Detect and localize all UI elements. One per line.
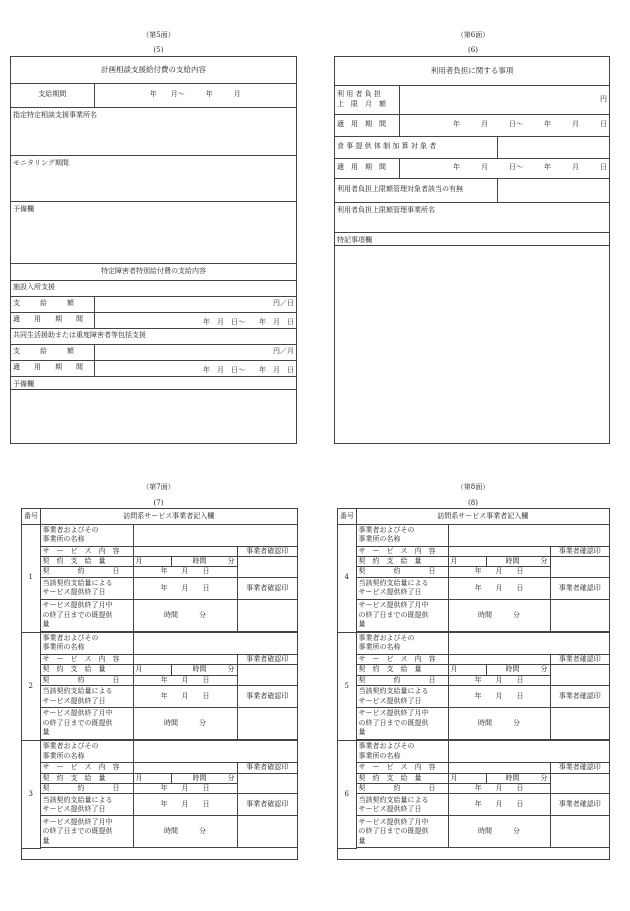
service-content-value xyxy=(448,654,550,664)
hours-label: 時間 xyxy=(505,773,520,782)
end-date-label-2: サービス提供終了日 xyxy=(358,804,422,813)
contract-date-label: 契 約 日 xyxy=(356,784,448,794)
contract-date-value: 年 月 日 xyxy=(133,567,237,577)
period-value: 年 月～ 年 月 xyxy=(94,83,296,107)
service-content-value xyxy=(133,763,237,773)
entry-number: 6 xyxy=(338,741,356,849)
section-title: 利用者負担に関する事項 xyxy=(335,57,609,85)
used-amount-value xyxy=(448,599,550,631)
used-amount-label-3: 量 xyxy=(358,620,366,629)
end-date-value: 年 月 日 xyxy=(448,686,550,708)
end-date-label xyxy=(356,577,448,599)
contract-date-label: 契 約 日 xyxy=(356,675,448,685)
used-amount-label xyxy=(40,708,133,740)
office-name-label xyxy=(356,741,448,763)
burden-cap-unit: 円 xyxy=(399,85,609,114)
used-amount-label-1: サービス提供終了月中 xyxy=(358,709,429,718)
contract-date-value: 年 月 日 xyxy=(133,784,237,794)
confirm-seal-label: 事業者確認印 xyxy=(237,763,297,773)
service-content-label: サ ー ビ ス 内 容 xyxy=(356,763,448,773)
minutes-label: 分 xyxy=(540,773,548,782)
cap-management-office-label: 利用者負担上限額管理事業所名 xyxy=(335,202,609,232)
service-content-value xyxy=(448,546,550,556)
hours-label: 時間 xyxy=(478,718,492,727)
blank-cell xyxy=(237,599,297,631)
used-amount-label-2: の終了日までの既提供 xyxy=(42,718,113,727)
office-name-label xyxy=(40,632,133,654)
used-amount-label-3: 量 xyxy=(42,728,50,737)
service-content-label: サ ー ビ ス 内 容 xyxy=(40,654,133,664)
form-page-6 xyxy=(334,56,610,444)
apply-period-value-2: 年 月 日～ 年 月 日 xyxy=(399,158,609,178)
page-number: (6) xyxy=(468,46,478,54)
confirm-seal-label: 事業者確認印 xyxy=(237,577,297,599)
contract-amount-time xyxy=(171,665,237,675)
used-amount-label-2: の終了日までの既提供 xyxy=(42,827,113,836)
confirm-seal-label: 事業者確認印 xyxy=(550,546,609,556)
used-amount-label-2: の終了日までの既提供 xyxy=(358,718,429,727)
section-title: 計画相談支援給付費の支給内容 xyxy=(11,57,296,83)
hours-label: 時間 xyxy=(192,665,207,674)
office-name-label xyxy=(356,524,448,546)
apply-period-label-2: 適 用 期 間 xyxy=(335,158,399,178)
hours-label: 時間 xyxy=(164,827,178,836)
office-name-label-2: 事業所の名称 xyxy=(42,643,85,652)
blank-cell xyxy=(550,708,609,740)
office-name-value xyxy=(448,741,609,763)
end-date-label-1: 当該契約支給量による xyxy=(358,578,429,587)
used-amount-value xyxy=(133,599,237,631)
minutes-label: 分 xyxy=(199,718,206,727)
notes-label: 特記事項欄 xyxy=(335,232,609,245)
entry-number: 1 xyxy=(22,524,40,632)
blank-cell xyxy=(550,599,609,631)
office-name-value xyxy=(133,741,297,763)
contract-date-value: 年 月 日 xyxy=(448,567,550,577)
form-page-5 xyxy=(10,56,297,444)
special-benefit-title: 特定障害者特別給付費の支給内容 xyxy=(11,263,296,280)
used-amount-value xyxy=(133,708,237,740)
end-date-label-2: サービス提供終了日 xyxy=(42,696,106,705)
end-date-label xyxy=(356,794,448,816)
used-amount-label-3: 量 xyxy=(42,620,50,629)
office-name-label-1: 事業者およびその xyxy=(358,525,415,534)
hours-label: 時間 xyxy=(505,665,520,674)
page-label: （第6面） xyxy=(456,31,490,39)
office-name-label-2: 事業所の名称 xyxy=(42,751,85,760)
contract-date-label: 契 約 日 xyxy=(40,675,133,685)
used-amount-label-2: の終了日までの既提供 xyxy=(358,827,429,836)
office-name-label-1: 事業者およびその xyxy=(42,525,99,534)
cap-management-label: 利用者負担上限額管理対象者該当の有無 xyxy=(335,178,497,202)
end-date-label xyxy=(40,794,133,816)
confirm-seal-label: 事業者確認印 xyxy=(550,686,609,708)
burden-cap-label-1: 利 用 者 負 担 xyxy=(337,90,381,99)
apply-period-value: 年 月 日～ 年 月 日 xyxy=(94,360,296,376)
end-date-label-1: 当該契約支給量による xyxy=(42,687,113,696)
office-name-value xyxy=(133,632,297,654)
service-content-value xyxy=(133,654,237,664)
hours-label: 時間 xyxy=(192,773,207,782)
end-date-label-1: 当該契約支給量による xyxy=(358,687,429,696)
office-name-label xyxy=(356,632,448,654)
confirm-seal-label: 事業者確認印 xyxy=(237,546,297,556)
end-date-value: 年 月 日 xyxy=(133,577,237,599)
group-home-label: 共同生活援助または重度障害者等包括支援 xyxy=(11,328,296,344)
confirm-seal-box xyxy=(550,556,609,577)
used-amount-label-2: の終了日までの既提供 xyxy=(358,610,429,619)
contract-date-value: 年 月 日 xyxy=(448,675,550,685)
confirm-seal-box xyxy=(550,665,609,686)
office-name-label-1: 事業者およびその xyxy=(358,633,415,642)
blank-cell xyxy=(550,816,609,848)
office-name-label xyxy=(40,741,133,763)
confirm-seal-box xyxy=(237,556,297,577)
used-amount-label-1: サービス提供終了月中 xyxy=(358,601,429,610)
visit-section-title: 訪問系サービス事業者記入欄 xyxy=(356,509,609,524)
confirm-seal-box xyxy=(550,773,609,794)
minutes-label: 分 xyxy=(227,556,235,565)
service-content-label: サ ー ビ ス 内 容 xyxy=(356,654,448,664)
blank-cell xyxy=(237,708,297,740)
used-amount-value xyxy=(448,816,550,848)
service-content-label: サ ー ビ ス 内 容 xyxy=(40,763,133,773)
reserve-label: 予備欄 xyxy=(11,201,296,263)
facility-label: 施設入所支援 xyxy=(11,280,296,296)
contract-amount-label: 契 約 支 給 量 xyxy=(356,665,448,675)
amount-unit-month: 円／月 xyxy=(94,344,296,360)
period-label: 支給期間 xyxy=(11,83,94,107)
used-amount-label-3: 量 xyxy=(358,836,366,845)
contract-amount-label: 契 約 支 給 量 xyxy=(356,556,448,566)
used-amount-value xyxy=(448,708,550,740)
month-prefix: 月 xyxy=(448,556,486,566)
used-amount-label xyxy=(356,708,448,740)
used-amount-label-2: の終了日までの既提供 xyxy=(42,610,113,619)
confirm-seal-box xyxy=(237,665,297,686)
used-amount-label-1: サービス提供終了月中 xyxy=(358,817,429,826)
page-number: (8) xyxy=(468,499,478,507)
hours-label: 時間 xyxy=(164,610,178,619)
minutes-label: 分 xyxy=(199,827,206,836)
confirm-seal-label: 事業者確認印 xyxy=(237,794,297,816)
used-amount-label-3: 量 xyxy=(358,728,366,737)
confirm-seal-label: 事業者確認印 xyxy=(550,794,609,816)
hours-label: 時間 xyxy=(505,556,520,565)
form-page-7 xyxy=(21,508,298,860)
end-date-label-2: サービス提供終了日 xyxy=(358,588,422,597)
used-amount-label xyxy=(356,816,448,848)
end-date-value: 年 月 日 xyxy=(133,794,237,816)
contract-amount-label: 契 約 支 給 量 xyxy=(40,773,133,783)
used-amount-label-3: 量 xyxy=(42,836,50,845)
cap-management-value xyxy=(497,178,609,202)
apply-period-label: 適 用 期 間 xyxy=(11,312,94,328)
amount-label: 支 給 額 xyxy=(11,344,94,360)
contract-amount-time xyxy=(486,556,550,566)
blank-cell xyxy=(237,816,297,848)
office-name-label-1: 事業者およびその xyxy=(358,742,415,751)
used-amount-label xyxy=(356,599,448,631)
service-content-label: サ ー ビ ス 内 容 xyxy=(40,546,133,556)
apply-period-label: 適 用 期 間 xyxy=(335,114,399,136)
end-date-value: 年 月 日 xyxy=(448,794,550,816)
contract-amount-time xyxy=(171,773,237,783)
contract-date-label: 契 約 日 xyxy=(356,567,448,577)
office-name-label-2: 事業所の名称 xyxy=(358,751,401,760)
monitoring-label: モニタリング期間 xyxy=(11,155,296,201)
end-date-label-1: 当該契約支給量による xyxy=(42,795,113,804)
end-date-label-1: 当該契約支給量による xyxy=(42,578,113,587)
confirm-seal-label: 事業者確認印 xyxy=(237,654,297,664)
amount-label: 支 給 額 xyxy=(11,296,94,312)
designated-office-label: 指定特定相談支援事業所名 xyxy=(11,107,296,155)
office-name-label-1: 事業者およびその xyxy=(42,742,99,751)
contract-amount-time xyxy=(486,773,550,783)
confirm-seal-box xyxy=(237,773,297,794)
minutes-label: 分 xyxy=(513,610,520,619)
end-date-label xyxy=(40,686,133,708)
end-date-label-2: サービス提供終了日 xyxy=(42,588,106,597)
hours-label: 時間 xyxy=(164,718,178,727)
page-label: （第5面） xyxy=(142,31,175,39)
office-name-value xyxy=(448,632,609,654)
office-name-label-2: 事業所の名称 xyxy=(358,643,401,652)
used-amount-value xyxy=(133,816,237,848)
confirm-seal-label: 事業者確認印 xyxy=(550,763,609,773)
end-date-label xyxy=(40,577,133,599)
minutes-label: 分 xyxy=(513,827,520,836)
minutes-label: 分 xyxy=(227,773,235,782)
form-page-8 xyxy=(337,508,610,860)
minutes-label: 分 xyxy=(199,610,206,619)
month-prefix: 月 xyxy=(133,665,171,675)
hours-label: 時間 xyxy=(478,827,492,836)
minutes-label: 分 xyxy=(227,665,235,674)
office-name-label-2: 事業所の名称 xyxy=(358,535,401,543)
service-content-label: サ ー ビ ス 内 容 xyxy=(356,546,448,556)
burden-cap-label-2: 上 限 月 額 xyxy=(337,99,386,108)
office-name-value xyxy=(448,524,609,546)
meal-addition-value xyxy=(497,136,609,158)
confirm-seal-label: 事業者確認印 xyxy=(550,654,609,664)
used-amount-label xyxy=(40,599,133,631)
apply-period-value: 年 月 日～ 年 月 日 xyxy=(399,114,609,136)
contract-date-label: 契 約 日 xyxy=(40,567,133,577)
minutes-label: 分 xyxy=(513,718,520,727)
contract-amount-time xyxy=(171,556,237,566)
contract-date-label: 契 約 日 xyxy=(40,784,133,794)
entry-number: 4 xyxy=(338,524,356,632)
contract-amount-time xyxy=(486,665,550,675)
used-amount-label-1: サービス提供終了月中 xyxy=(42,709,113,718)
service-content-value xyxy=(448,763,550,773)
amount-unit-day: 円／日 xyxy=(94,296,296,312)
page-number: (5) xyxy=(153,46,164,54)
service-content-value xyxy=(133,546,237,556)
page-label: （第8面） xyxy=(456,483,490,491)
office-name-value xyxy=(133,524,297,546)
minutes-label: 分 xyxy=(540,556,548,565)
used-amount-label xyxy=(40,816,133,848)
office-name-label-1: 事業者およびその xyxy=(42,633,99,642)
month-prefix: 月 xyxy=(133,556,171,566)
end-date-value: 年 月 日 xyxy=(133,686,237,708)
page-number: (7) xyxy=(153,499,164,507)
month-prefix: 月 xyxy=(448,665,486,675)
end-date-label-1: 当該契約支給量による xyxy=(358,795,429,804)
hours-label: 時間 xyxy=(192,556,207,565)
apply-period-value: 年 月 日～ 年 月 日 xyxy=(94,312,296,328)
confirm-seal-label: 事業者確認印 xyxy=(550,577,609,599)
number-header: 番号 xyxy=(22,509,40,524)
hours-label: 時間 xyxy=(478,610,492,619)
contract-date-value: 年 月 日 xyxy=(133,675,237,685)
contract-amount-label: 契 約 支 給 量 xyxy=(40,665,133,675)
end-date-label-2: サービス提供終了日 xyxy=(358,696,422,705)
used-amount-label-1: サービス提供終了月中 xyxy=(42,817,113,826)
month-prefix: 月 xyxy=(133,773,171,783)
confirm-seal-label: 事業者確認印 xyxy=(237,686,297,708)
office-name-label xyxy=(40,524,133,546)
burden-cap-label xyxy=(335,85,399,114)
entry-number: 5 xyxy=(338,632,356,740)
end-date-value: 年 月 日 xyxy=(448,577,550,599)
page-label: （第7面） xyxy=(142,483,175,491)
used-amount-label-1: サービス提供終了月中 xyxy=(42,601,113,610)
office-name-label-2: 事業所の名称 xyxy=(42,535,85,543)
number-header: 番号 xyxy=(338,509,356,524)
end-date-label-2: サービス提供終了日 xyxy=(42,804,106,813)
minutes-label: 分 xyxy=(540,665,548,674)
entry-number: 3 xyxy=(22,741,40,849)
month-prefix: 月 xyxy=(448,773,486,783)
entry-number: 2 xyxy=(22,632,40,740)
contract-amount-label: 契 約 支 給 量 xyxy=(356,773,448,783)
meal-addition-label: 食 事 提 供 体 制 加 算 対 象 者 xyxy=(335,136,497,158)
contract-amount-label: 契 約 支 給 量 xyxy=(40,556,133,566)
end-date-label xyxy=(356,686,448,708)
visit-section-title: 訪問系サービス事業者記入欄 xyxy=(40,509,297,524)
reserve-label-2: 予備欄 xyxy=(11,376,296,389)
contract-date-value: 年 月 日 xyxy=(448,784,550,794)
apply-period-label: 適 用 期 間 xyxy=(11,360,94,376)
